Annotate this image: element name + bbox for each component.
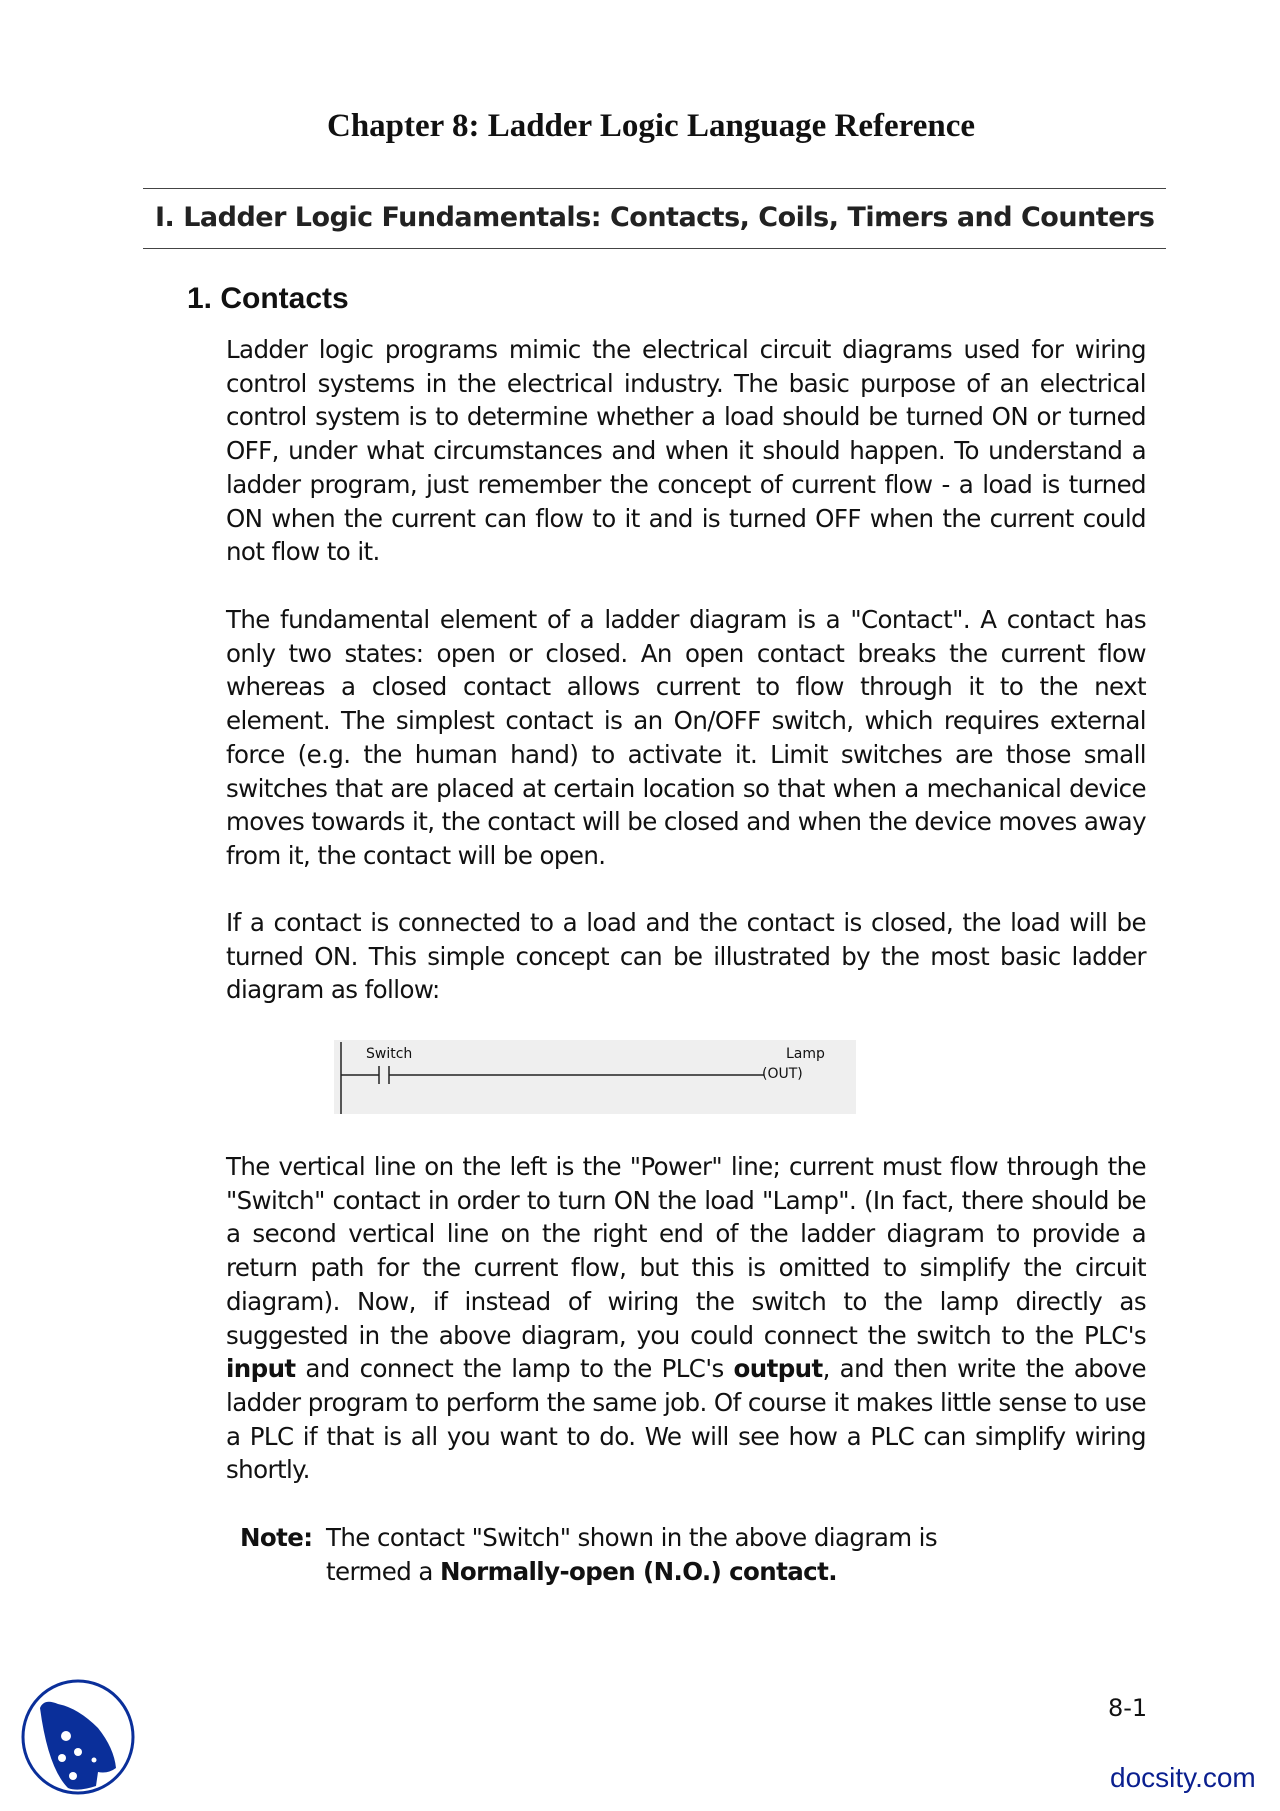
divider (143, 188, 1166, 189)
text: and connect the lamp to the PLC's (295, 1354, 734, 1384)
ladder-diagram (334, 1040, 856, 1114)
text: The vertical line on the left is the "Power" line; current must flow through the "Switch" contact in order to turn ON the load "Lamp". (In fact, there should be a second vertical line on the right end of the ladder diagram to provide a return path for the current flow, but this is omitted to simplify the circuit diagram). Now, if instead of wiring the switch to the lamp directly as suggested in the above diagram, you could connect the switch to the PLC's (226, 1152, 1146, 1350)
emphasis-output: output (733, 1354, 823, 1384)
note (240, 1521, 937, 1588)
note-text: termed a (326, 1556, 441, 1586)
divider (143, 248, 1166, 249)
section-heading: I. Ladder Logic Fundamentals: Contacts, Coils, Timers and Counters (155, 202, 1155, 233)
note-label: Note: (240, 1523, 313, 1552)
page-number: 8-1 (1108, 1694, 1148, 1722)
emphasis-input: input (226, 1354, 296, 1384)
coil-label: Lamp (786, 1046, 825, 1062)
paragraph: Ladder logic programs mimic the electrical circuit diagrams used for wiring control systems in the electrical industry. The basic purpose of an electrical control system is to determine whether a load should be turned ON or turned OFF, under what circumstances and when it should happen. To understand a ladder program, just remember the concept of current flow - a load is turned ON when the current can flow to it and is turned OFF when the current could not flow to it. (226, 335, 1146, 567)
chapter-title: Chapter 8: Ladder Logic Language Reference (326, 108, 976, 144)
contact-label: Switch (366, 1046, 413, 1062)
subsection-heading: 1. Contacts (187, 282, 349, 315)
docsity-logo-icon (18, 1678, 138, 1800)
paragraph: If a contact is connected to a load and the contact is closed, the load will be turned ON. This simple concept can be illustrated by the most basic ladder diagram as follow: (226, 908, 1146, 1005)
text: , and then write the above ladder program to perform the same job. Of course it makes little sense to use a PLC if that is all you want to do. We will see how a PLC can simplify wiring shortly. (226, 1354, 1147, 1485)
paragraph (226, 1150, 1146, 1487)
note-text: The contact "Switch" shown in the above diagram is (326, 1523, 938, 1552)
paragraph: The fundamental element of a ladder diagram is a "Contact". A contact has only two states: open or closed. An open contact breaks the current flow whereas a closed contact allows current to flow through it to the next element. The simplest contact is an On/OFF switch, which requires external force (e.g. the human hand) to activate it. Limit switches are those small switches that are placed at certain location so that when a mechanical device moves towards it, the contact will be closed and when the device moves away from it, the contact will be open. (226, 605, 1146, 870)
note-emphasis: Normally-open (N.O.) contact. (440, 1556, 837, 1586)
docsity-link[interactable]: docsity.com (1110, 1762, 1256, 1793)
coil-type: (OUT) (762, 1066, 803, 1082)
